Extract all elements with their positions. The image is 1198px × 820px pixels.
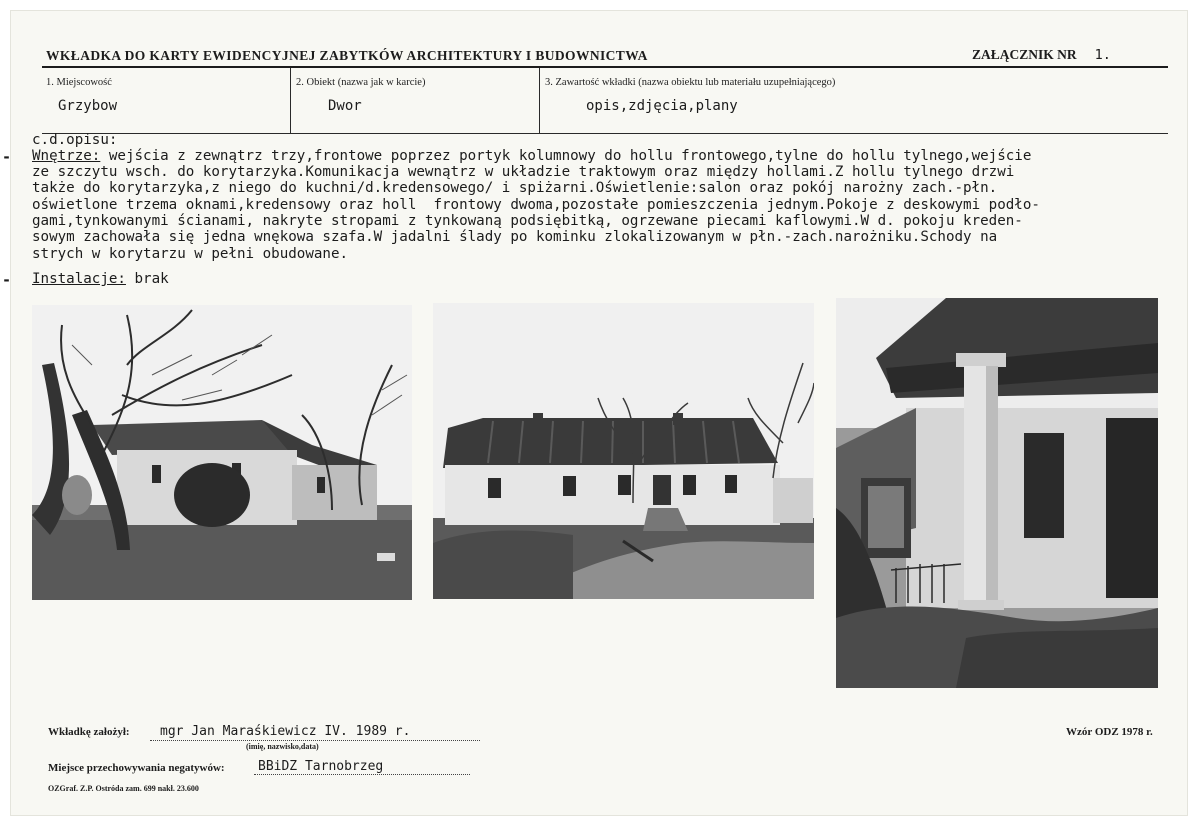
photo-manor-with-trees-image xyxy=(32,305,412,600)
photo-portico-column-image xyxy=(836,298,1158,688)
bullet-dash: - xyxy=(2,148,12,166)
header-rule xyxy=(42,66,1168,68)
interior-paragraph-line: także do korytarzyka,z niego do kuchni/d.kredensowego/ i spiżarni.Oświetlenie:salon oraz pokój narożny zach.-płn. xyxy=(32,180,998,196)
continuation-label: c.d.opisu: xyxy=(32,132,118,148)
attachment-number xyxy=(972,47,1111,63)
contents-label: 3. Zawartość wkładki (nazwa obiektu lub materiału uzupełniającego) xyxy=(545,77,836,88)
object-value: Dwor xyxy=(328,98,362,114)
installations-value: brak xyxy=(125,271,169,287)
interior-heading: Wnętrze: xyxy=(32,148,101,164)
installations-heading: Instalacje: xyxy=(32,271,126,287)
photo-manor-front-image xyxy=(433,303,814,599)
author-value: mgr Jan Maraśkiewicz IV. 1989 r. xyxy=(160,724,411,739)
interior-paragraph-line: sowym zachowała się jedna wnękowa szafa.W jadalni ślady po kominku zlokalizowanym w płn.-zach.narożniku.Schody na xyxy=(32,229,998,245)
photo-portico-column xyxy=(836,298,1158,688)
record-sheet xyxy=(2,10,1188,816)
fields-bottom-rule xyxy=(42,133,1168,134)
storage-label: Miejsce przechowywania negatywów: xyxy=(48,762,225,774)
field-divider xyxy=(290,68,291,134)
contents-value: opis,zdjęcia,plany xyxy=(586,98,738,114)
field-divider xyxy=(539,68,540,134)
printer-note: OZGraf. Z.P. Ostróda zam. 699 nakł. 23.600 xyxy=(48,784,199,793)
form-model: Wzór ODZ 1978 r. xyxy=(1066,726,1153,738)
author-hint: (imię, nazwisko,data) xyxy=(246,742,319,751)
interior-text: wejścia z zewnątrz trzy,frontowe poprzez portyk kolumnowy do hollu frontowego,tylne do hollu tylnego,wejście xyxy=(100,148,1032,164)
author-dotted-line xyxy=(150,740,480,741)
installations-line xyxy=(32,271,169,287)
author-label: Wkładkę założył: xyxy=(48,726,130,738)
locality-label: 1. Miejscowość xyxy=(46,77,112,88)
attachment-number-value: 1. xyxy=(1094,47,1111,63)
storage-dotted-line xyxy=(254,774,470,775)
form-title: WKŁADKA DO KARTY EWIDENCYJNEJ ZABYTKÓW ARCHITEKTURY I BUDOWNICTWA xyxy=(46,48,648,63)
interior-paragraph-line: oświetlone trzema oknami,kredensowy oraz holl frontowy dwoma,pozostałe pomieszczenia jednym.Pokoje z deskowymi podło- xyxy=(32,197,1040,213)
locality-value: Grzybow xyxy=(58,98,118,114)
bullet-dash: - xyxy=(2,271,12,289)
interior-paragraph-line: ze szczytu wsch. do korytarzyka.Komunikacja wewnątrz w układzie traktowym oraz między hollami.Z hollu tylnego drzwi xyxy=(32,164,1015,180)
interior-paragraph-line: gami,tynkowanymi ścianami, nakryte stropami z tynkowaną podsiębitką, ogrzewane piecami kaflowymi.W d. pokoju kreden- xyxy=(32,213,1023,229)
storage-value: BBiDZ Tarnobrzeg xyxy=(258,759,384,774)
interior-paragraph-line xyxy=(32,148,1031,164)
interior-paragraph-line: strych w korytarzu w pełni obudowane. xyxy=(32,246,349,262)
object-label: 2. Obiekt (nazwa jak w karcie) xyxy=(296,77,426,88)
photo-manor-with-trees xyxy=(32,305,412,600)
attachment-label: ZAŁĄCZNIK NR xyxy=(972,47,1077,62)
photo-manor-front xyxy=(433,303,814,599)
